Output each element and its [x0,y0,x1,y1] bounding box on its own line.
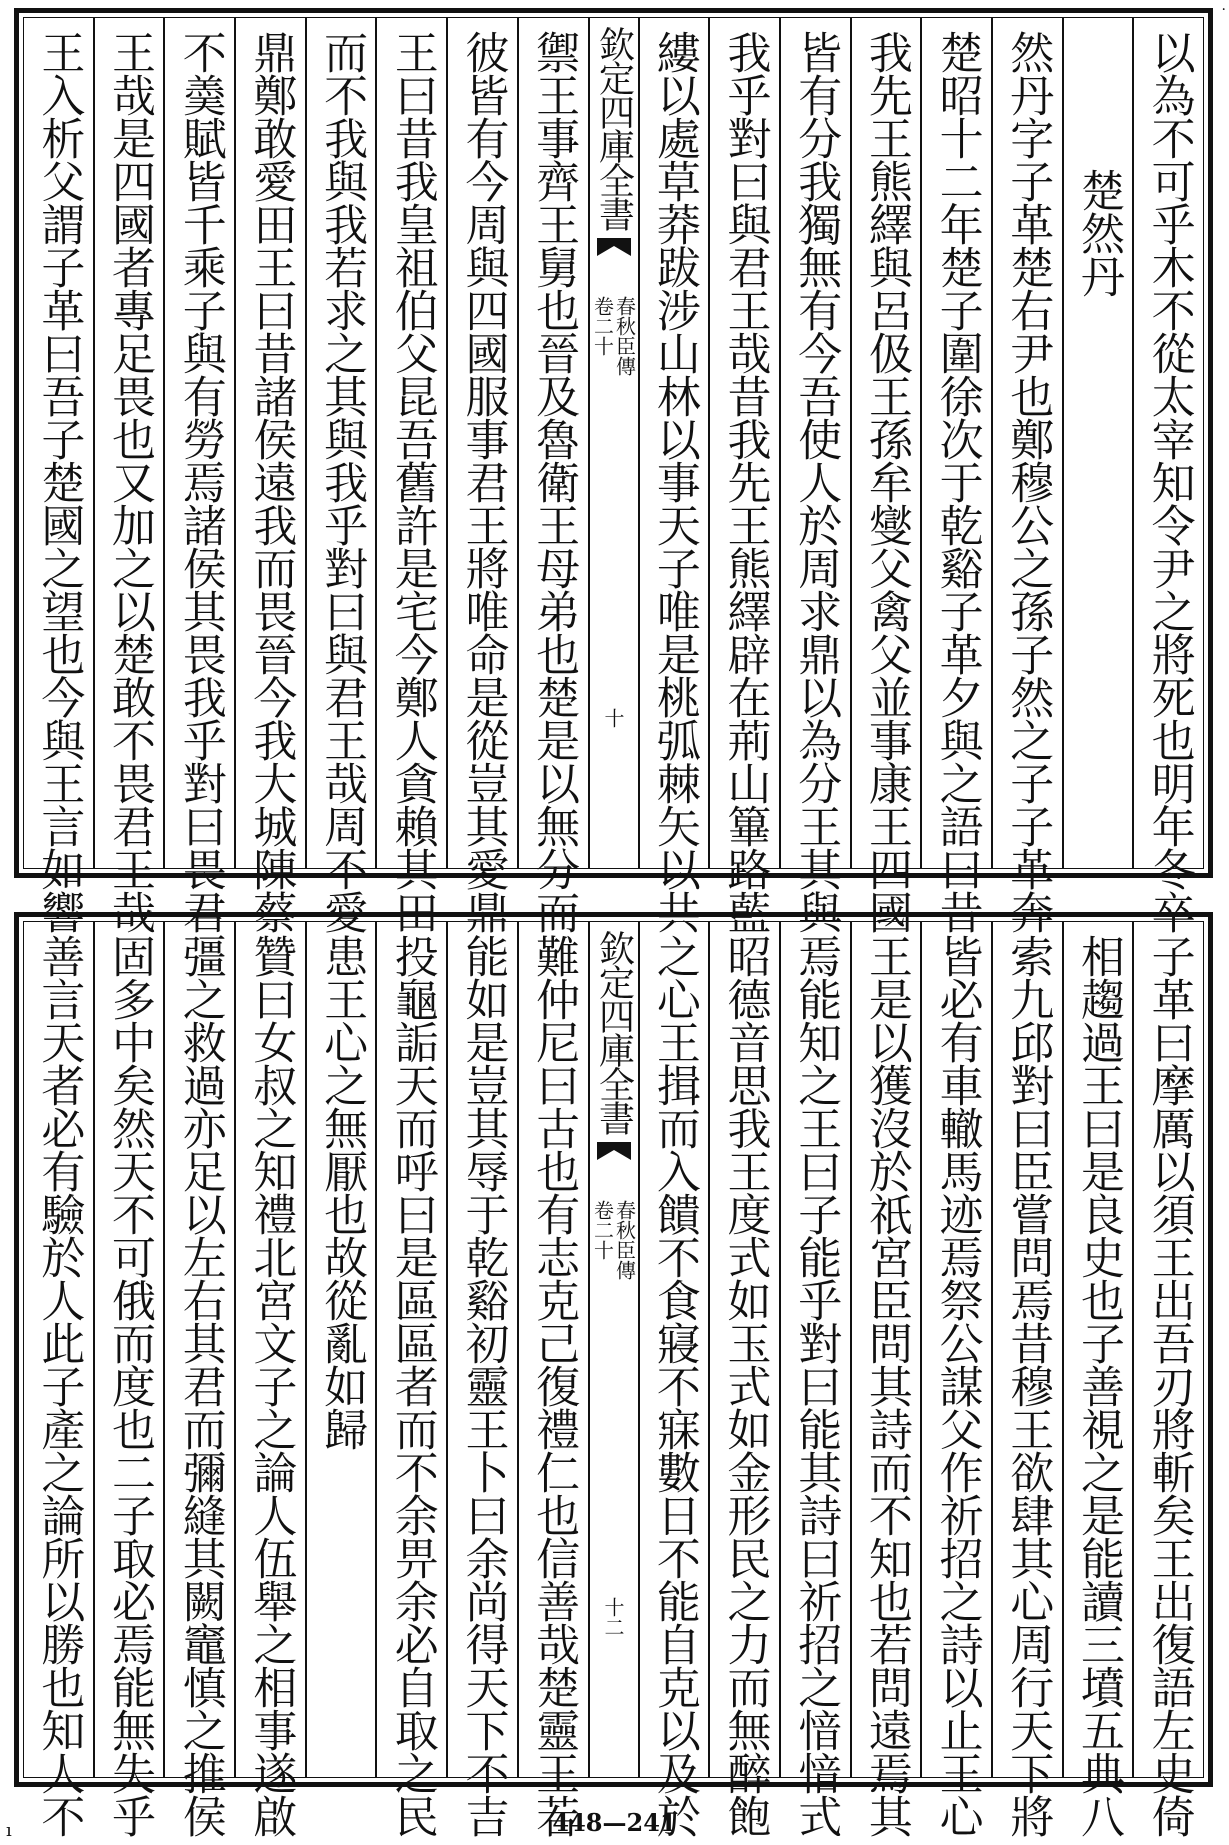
volume-label: 卷二十 [590,1200,615,1260]
text-column: 投龜詬天而呼曰是區區者而不余畀余必自取之民 [375,922,446,1777]
text-column: 而不我與我若求之其與我乎對曰與君王哉周不愛 [305,18,376,868]
margin-tick: ı [6,1820,12,1841]
text-column: 然丹字子革楚右尹也鄭穆公之孫子然之子子革奔 [991,18,1062,868]
text-column: 我先王熊繹與呂伋王孫牟燮父禽父並事康王四國 [850,18,921,868]
text-column: 皆必有車轍馬迹焉祭公謀父作祈招之詩以止王心 [920,922,991,1777]
text-column: 皆有分我獨無有今吾使人於周求鼎以為分王其與 [779,18,850,868]
text-column: 彊之救過亦足以左右其君而彌縫其闕竈慎之推侯 [163,922,234,1777]
text-column: 王入析父謂子革曰吾子楚國之望也今與王言如響 [33,30,85,933]
text-column: 王是以獲沒於祇宮臣問其詩而不知也若問遠焉其 [850,922,921,1777]
book-title: 春秋臣傳 [612,296,637,376]
text-column: 善言天者必有驗於人此子產之論所以勝也知人不 [33,934,85,1837]
corner-mark: · [1221,2,1226,18]
text-column: 索九邱對曰臣嘗問焉昔穆王欲肆其心周行天下將 [991,922,1062,1777]
text-column: 王曰昔我皇祖伯父昆吾舊許是宅今鄭人貪賴其田 [375,18,446,868]
fish-tail-icon [597,1142,631,1172]
text-column: 之心王揖而入饋不食寢不寐數日不能自克以及於 [638,922,709,1777]
page-panel-top [14,8,1213,933]
text-column: 相趨過王曰是良史也子善視之是能讀三墳五典八 [1062,922,1133,1777]
page-number: 十 [601,708,625,728]
text-column: 禦王事齊王舅也晉及魯衛王母弟也楚是以無分而 [517,18,588,868]
text-column: 焉能知之王曰子能乎對曰能其詩曰祈招之愔愔式 [779,922,850,1777]
text-column: 難仲尼曰古也有志克己復禮仁也信善哉楚靈王若 [517,922,588,1777]
text-column: 鼎鄭敢愛田王曰昔諸侯遠我而畏晉今我大城陳蔡 [234,18,305,868]
text-column: 我乎對曰與君王哉昔我先王熊繹辟在荊山篳路藍 [708,18,779,868]
text-column: 不羮賦皆千乘子與有勞焉諸侯其畏我乎對曰畏君 [163,18,234,868]
text-column: 昭德音思我王度式如玉式如金形民之力而無醉飽 [708,922,779,1777]
fish-tail-icon [597,238,631,268]
page-number: 十二 [601,1597,625,1637]
book-series-title: 欽定四庫全書 [593,26,635,230]
text-column: 贊曰女叔之知禮北宮文子之論人伍舉之相事遂啟 [234,922,305,1777]
text-column: 楚昭十二年楚子圍徐次于乾谿子革夕與之語曰昔 [920,18,991,868]
page-footer-number: 448—241 [552,1808,677,1837]
book-series-title: 欽定四庫全書 [593,930,635,1134]
text-column: 縷以處草莽跋涉山林以事天子唯是桃弧棘矢以共 [638,18,709,868]
text-column: 患王心之無厭也故從亂如歸 [305,922,376,1777]
book-title: 春秋臣傳 [612,1200,637,1280]
section-heading: 楚然丹 [1062,18,1133,868]
text-column: 王哉是四國者專足畏也又加之以楚敢不畏君王哉 [93,18,164,868]
text-column: 能如是豈其辱于乾谿初靈王卜曰余尚得天下不吉 [446,922,517,1777]
text-column: 固多中矣然天不可俄而度也二子取必焉能無失乎 [93,922,164,1777]
center-margin [588,18,638,868]
text-column: 以為不可乎木不從太宰知令尹之將死也明年冬卒 [1132,18,1203,868]
center-margin [588,922,638,1777]
volume-label: 卷二十 [590,296,615,356]
text-column: 彼皆有今周與四國服事君王將唯命是從豈其愛鼎 [446,18,517,868]
text-column: 子革曰摩厲以須王出吾刃將斬矣王出復語左史倚 [1132,922,1203,1777]
